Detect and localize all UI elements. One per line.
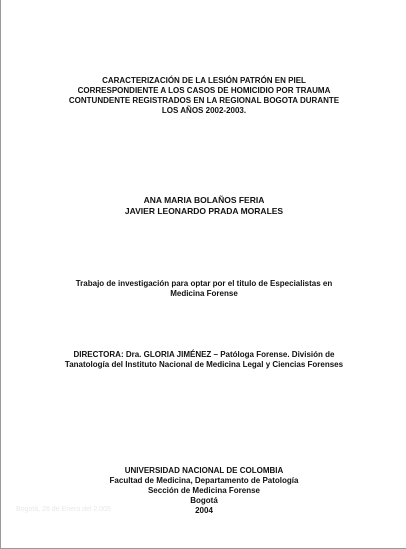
title-line: CARACTERIZACIÓN DE LA LESIÓN PATRÓN EN PIEL: [102, 76, 306, 85]
author-name: JAVIER LEONARDO PRADA MORALES: [124, 206, 284, 216]
section-name: Sección de Medicina Forense: [147, 486, 261, 495]
city: Bogotá: [190, 496, 218, 505]
university-name: UNIVERSIDAD NACIONAL DE COLOMBIA: [124, 466, 284, 475]
author-name: ANA MARIA BOLAÑOS FERIA: [143, 195, 265, 205]
bleed-through-text: Bogotá, 26 de Enero del 2.005: [16, 506, 111, 513]
purpose-line: Medicina Forense: [170, 289, 238, 298]
director-line: DIRECTORA: Dra. GLORIA JIMÉNEZ – Patóloga Forense. División de: [73, 350, 335, 359]
thesis-title: [1, 76, 406, 116]
year: 2004: [195, 506, 213, 515]
title-line: CORRESPONDIENTE A LOS CASOS DE HOMICIDIO POR TRAUMA: [77, 86, 331, 95]
title-line: CONTUNDENTE REGISTRADOS EN LA REGIONAL BOGOTA DURANTE: [68, 96, 340, 105]
degree-purpose: [1, 279, 406, 299]
faculty-department: Facultad de Medicina, Departamento de Patología: [109, 476, 299, 485]
purpose-line: Trabajo de investigación para optar por el titulo de Especialistas en: [75, 279, 333, 288]
director-line: Tanatología del Instituto Nacional de Medicina Legal y Ciencias Forenses: [64, 360, 344, 369]
director-info: [1, 350, 406, 370]
title-line: LOS AÑOS 2002-2003.: [161, 106, 247, 115]
authors: [1, 195, 406, 217]
